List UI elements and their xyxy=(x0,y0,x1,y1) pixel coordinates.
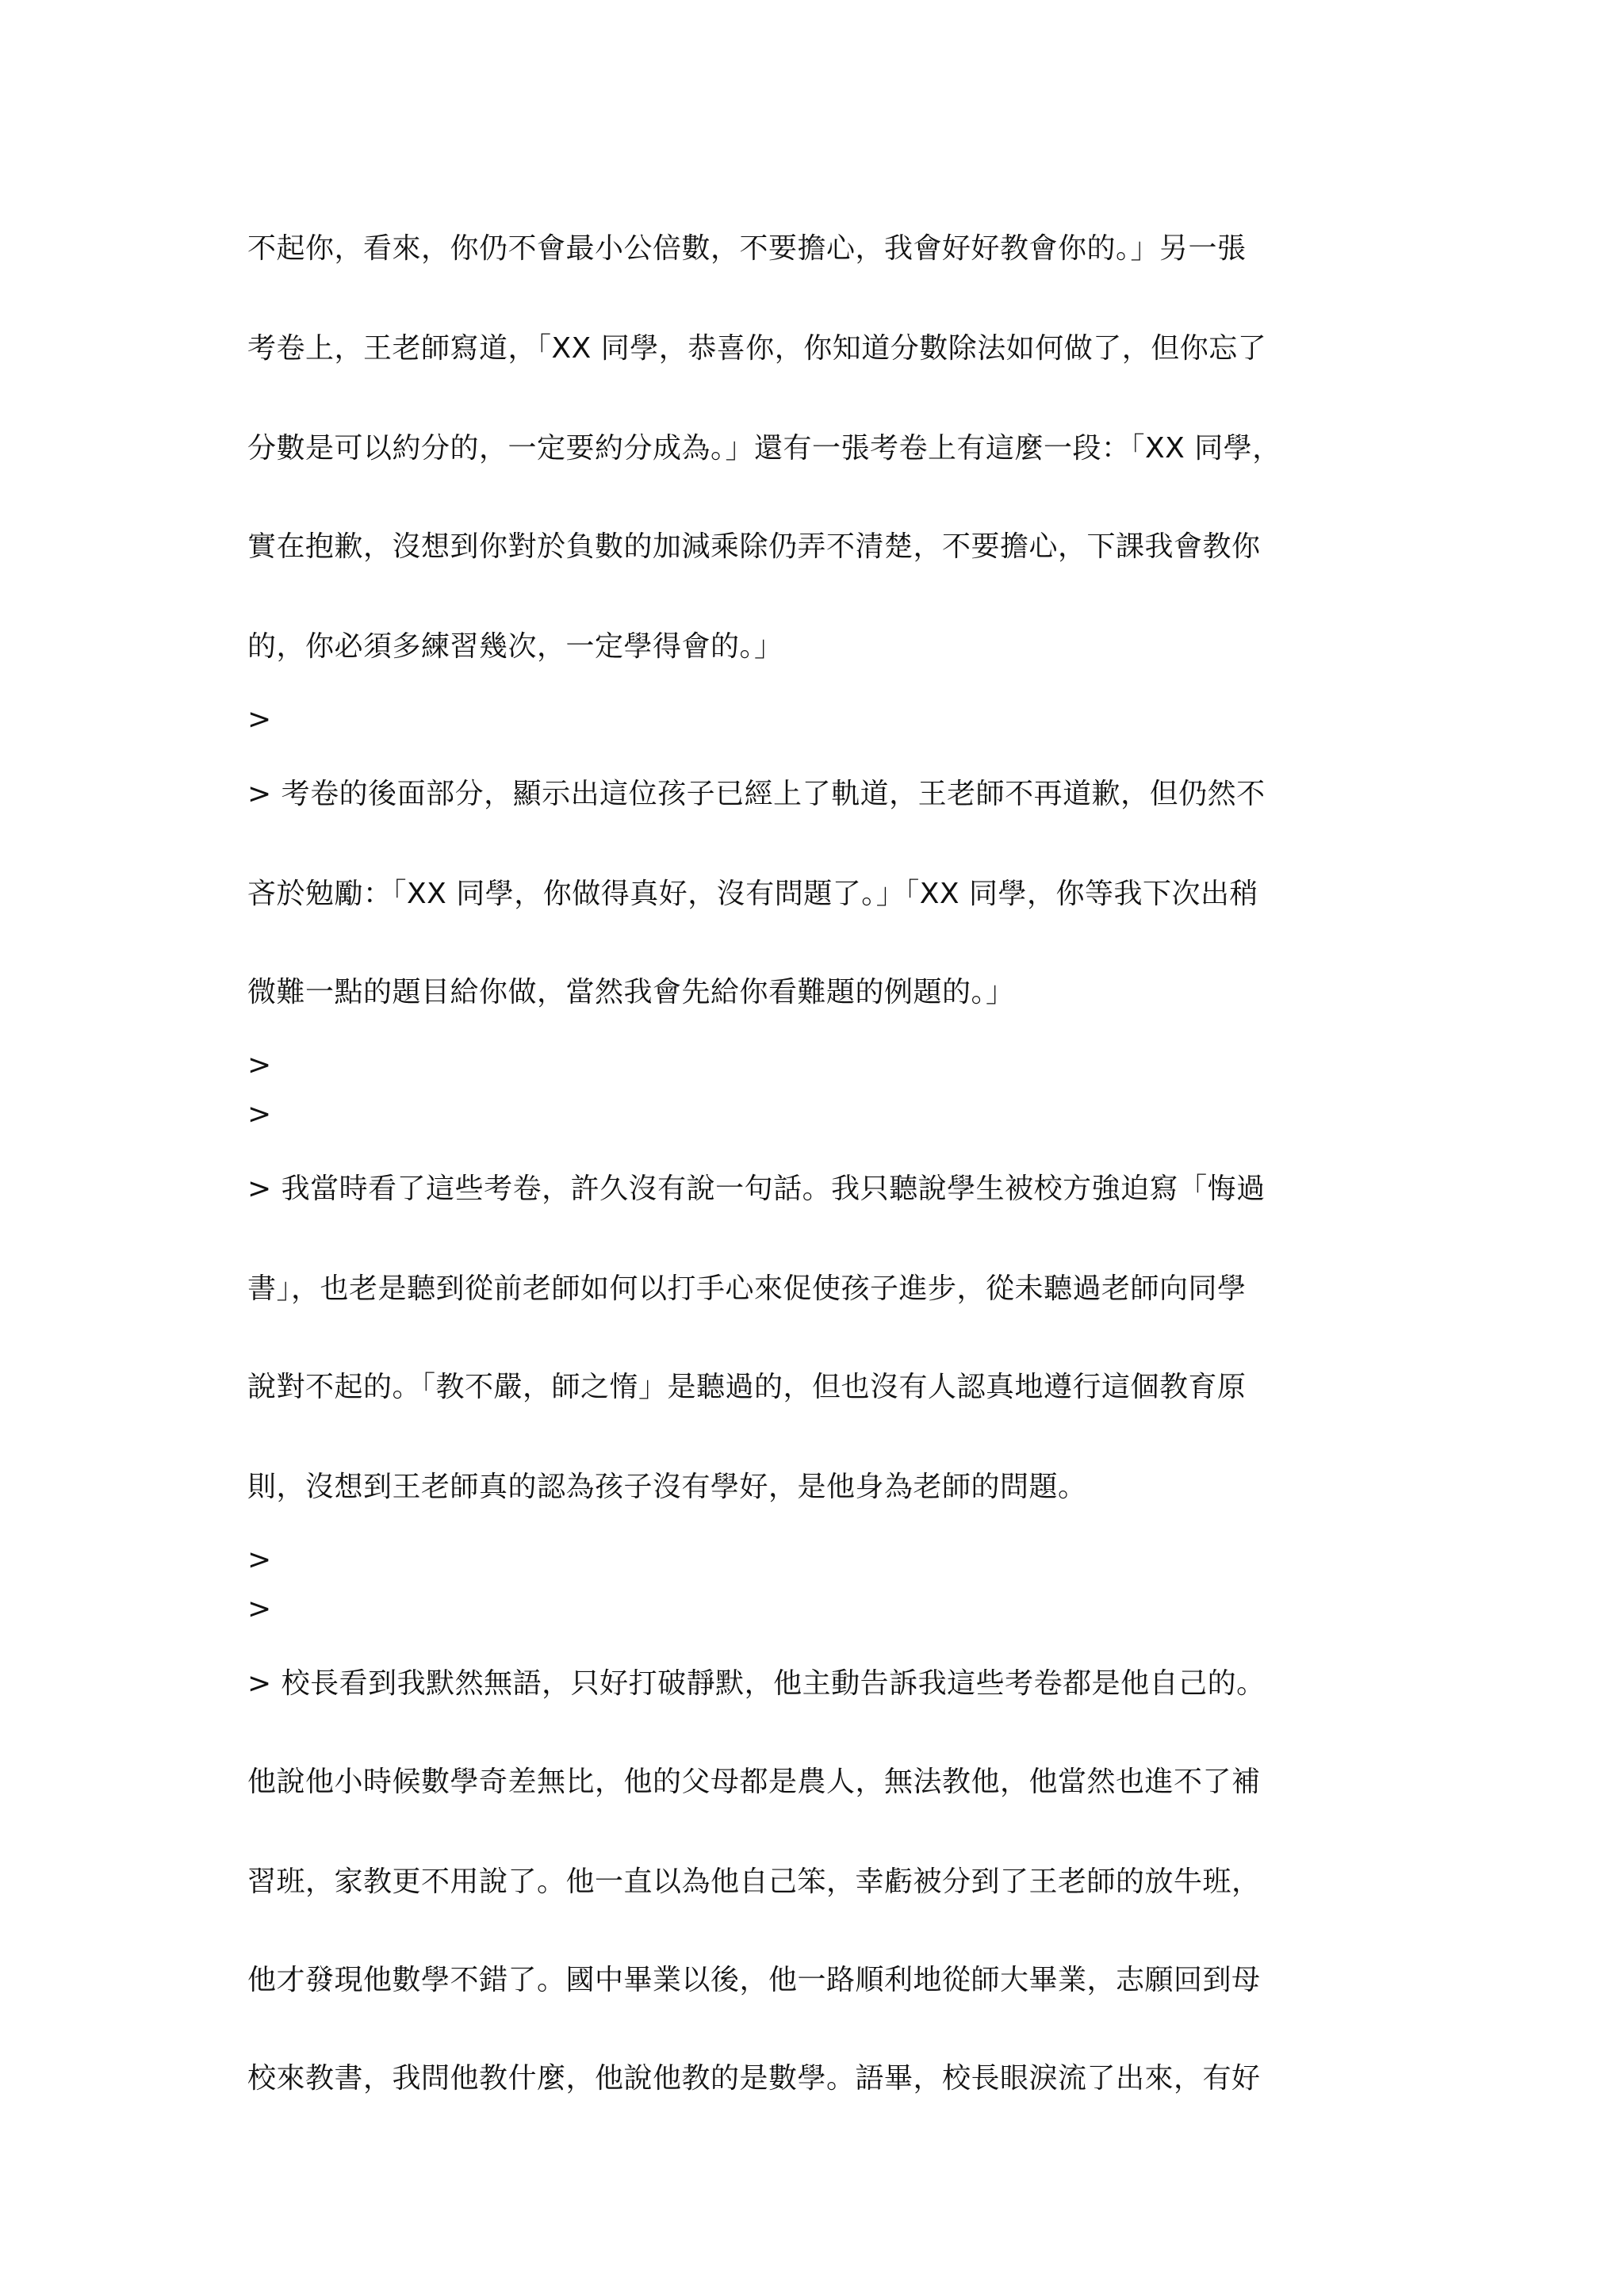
blockquote-marker: > xyxy=(247,1544,272,1576)
text-line: 書」，也老是聽到從前老師如何以打手心來促使孩子進步，從未聽過老師向同學 xyxy=(247,1272,1247,1305)
text-line: 說對不起的。「教不嚴，師之惰」是聽過的，但也沒有人認真地遵行這個教育原 xyxy=(247,1371,1247,1403)
blockquote-marker: > xyxy=(247,703,272,736)
text-line: 吝於勉勵：「XX 同學，你做得真好，沒有問題了。」「XX 同學，你等我下次出稍 xyxy=(247,878,1259,910)
blockquote-marker: > xyxy=(247,1098,272,1131)
blockquote-marker: > xyxy=(247,1593,272,1625)
text-line: 的，你必須多練習幾次，一定學得會的。」 xyxy=(247,630,783,663)
text-line: 微難一點的題目給你做，當然我會先給你看難題的例題的。」 xyxy=(247,976,1015,1008)
text-line: 實在抱歉，沒想到你對於負數的加減乘除仍弄不清楚，不要擔心，下課我會教你 xyxy=(247,530,1261,563)
text-line: 不起你，看來，你仍不會最小公倍數，不要擔心，我會好好教會你的。」另一張 xyxy=(247,232,1247,265)
blockquote-marker: > xyxy=(247,1049,272,1081)
text-line: 分數是可以約分的，一定要約分成為。」還有一張考卷上有這麼一段：「XX 同學， xyxy=(247,432,1281,465)
text-line: > 校長看到我默然無語，只好打破靜默，他主動告訴我這些考卷都是他自己的。 xyxy=(247,1667,1266,1700)
text-line: 他才發現他數學不錯了。國中畢業以後，他一路順利地從師大畢業，志願回到母 xyxy=(247,1964,1261,1996)
text-line: 則，沒想到王老師真的認為孩子沒有學好，是他身為老師的問題。 xyxy=(247,1471,1087,1503)
text-line: > 我當時看了這些考卷，許久沒有說一句話。我只聽說學生被校方強迫寫「悔過 xyxy=(247,1173,1266,1205)
text-line: 他說他小時候數學奇差無比，他的父母都是農人，無法教他，他當然也進不了補 xyxy=(247,1766,1261,1798)
text-line: 考卷上，王老師寫道，「XX 同學，恭喜你，你知道分數除法如何做了，但你忘了 xyxy=(247,332,1267,365)
text-line: 校來教書，我問他教什麼，他說他教的是數學。語畢，校長眼淚流了出來，有好 xyxy=(247,2062,1261,2095)
text-line: > 考卷的後面部分，顯示出這位孩子已經上了軌道，王老師不再道歉，但仍然不 xyxy=(247,778,1266,810)
text-line: 習班，家教更不用說了。他一直以為他自己笨，幸虧被分到了王老師的放牛班， xyxy=(247,1866,1261,1898)
